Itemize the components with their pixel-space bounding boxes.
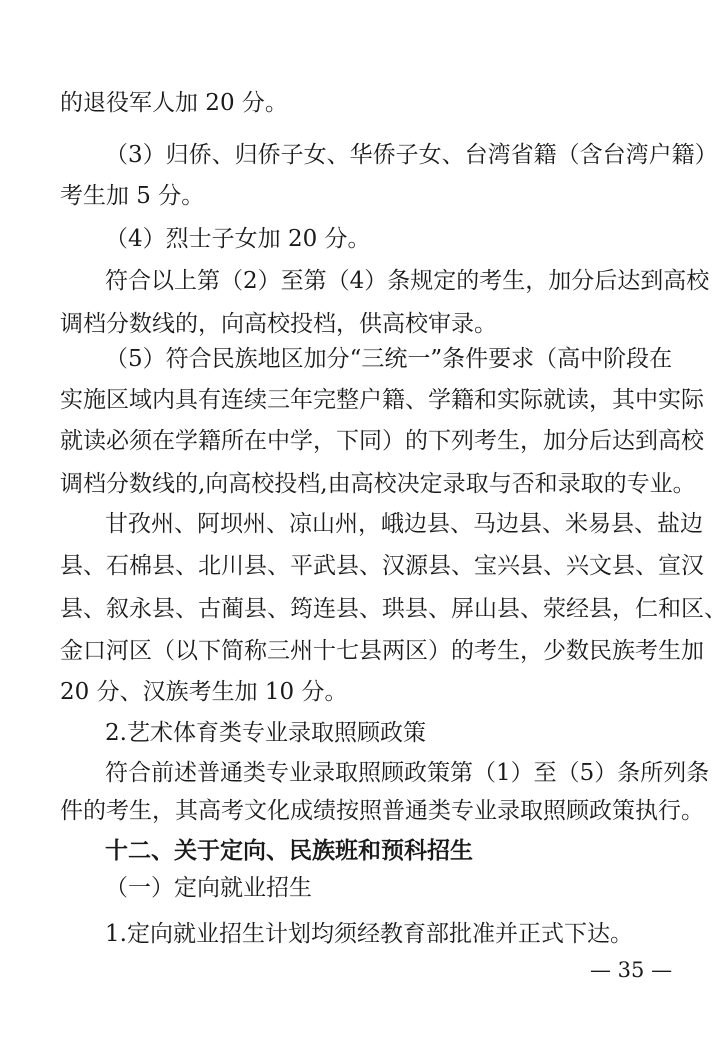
paragraph-line: （3）归侨、归侨子女、华侨子女、台湾省籍（含台湾户籍） — [105, 142, 718, 168]
paragraph-line: 1.定向就业招生计划均须经教育部批准并正式下达。 — [105, 921, 633, 947]
paragraph-line: 20 分、汉族考生加 10 分。 — [60, 679, 348, 705]
paragraph-line: 符合前述普通类专业录取照顾政策第（1）至（5）条所列条 — [105, 760, 710, 786]
paragraph-line: 件的考生，其高考文化成绩按照普通类专业录取照顾政策执行。 — [60, 798, 704, 824]
paragraph-line: 考生加 5 分。 — [60, 183, 205, 209]
section-subtitle: （一）定向就业招生 — [105, 875, 312, 901]
paragraph-line: 符合以上第（2）至第（4）条规定的考生，加分后达到高校 — [105, 268, 710, 294]
paragraph-line: 县、叙永县、古蔺县、筠连县、珙县、屏山县、荥经县，仁和区、 — [60, 596, 727, 622]
paragraph-line: 的退役军人加 20 分。 — [60, 90, 288, 116]
paragraph-line: 调档分数线的,向高校投档,由高校决定录取与否和录取的专业。 — [60, 471, 696, 497]
paragraph-line: （5）符合民族地区加分“三统一”条件要求（高中阶段在 — [105, 346, 673, 372]
section-heading: 十二、关于定向、民族班和预科招生 — [105, 838, 473, 864]
section-subtitle: 2.艺术体育类专业录取照顾政策 — [105, 720, 426, 746]
page-number: — 35 — — [590, 958, 673, 982]
paragraph-line: 实施区域内具有连续三年完整户籍、学籍和实际就读，其中实际 — [60, 387, 704, 413]
paragraph-line: 就读必须在学籍所在中学，下同）的下列考生，加分后达到高校 — [60, 428, 704, 454]
paragraph-line: 县、石棉县、北川县、平武县、汉源县、宝兴县、兴文县、宣汉 — [60, 553, 704, 579]
paragraph-line: 甘孜州、阿坝州、凉山州，峨边县、马边县、米易县、盐边 — [105, 511, 703, 537]
paragraph-line: 调档分数线的，向高校投档，供高校审录。 — [60, 311, 497, 337]
paragraph-line: （4）烈士子女加 20 分。 — [105, 226, 371, 252]
paragraph-line: 金口河区（以下简称三州十七县两区）的考生，少数民族考生加 — [60, 638, 704, 664]
